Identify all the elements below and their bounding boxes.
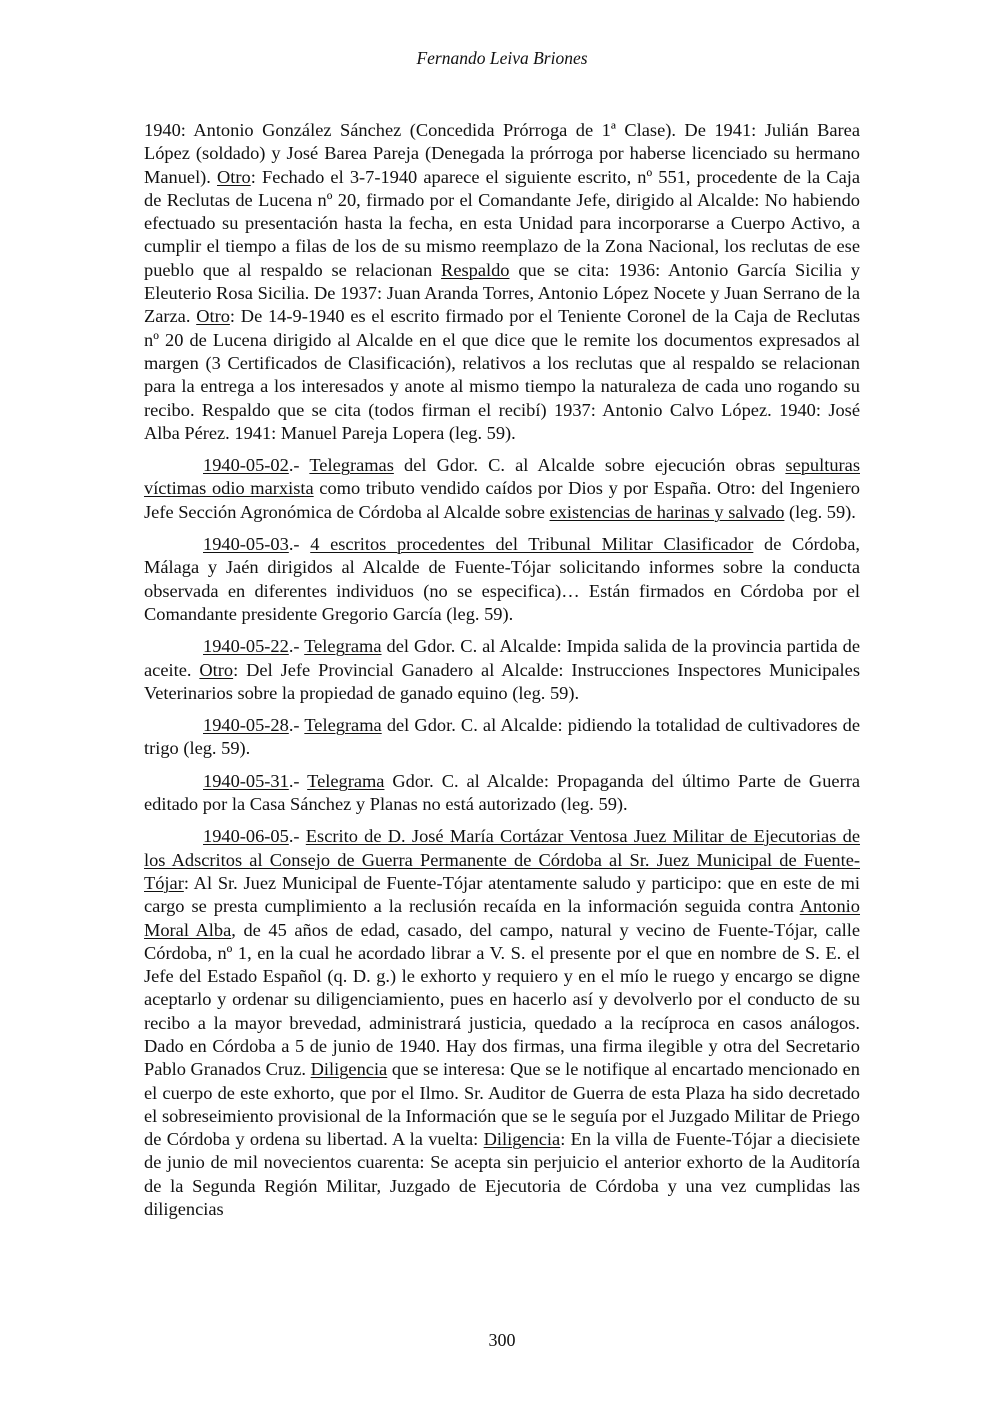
- underlined-text: 1940-05-02: [203, 455, 289, 476]
- text-run: : Fechado el 3-7-1940 aparece el siguiente escrito, nº 551, procedente de la Caja de Reclutas de Lucena nº 20, firmado por el Comandante Jefe, dirigido al Alcalde: No habiendo efectuado su presentación hasta la fecha, en esta Unidad para incorporarse a Cuerpo Activo, a cumplir el tiempo a filas de los de su mismo reemplazo de la Zona Nacional, los reclutas de ese pueblo que al respaldo se relacionan: [144, 166, 860, 280]
- paragraph: [144, 770, 860, 817]
- underlined-text: Telegrama: [307, 770, 385, 791]
- underlined-text: Diligencia: [310, 1059, 388, 1080]
- underlined-text: Otro: [199, 659, 234, 680]
- paragraph: [144, 635, 860, 705]
- text-run: del Gdor. C. al Alcalde sobre ejecución obras: [393, 455, 786, 476]
- paragraph: [144, 454, 860, 524]
- underlined-text: existencias de harinas y salvado: [549, 501, 785, 522]
- underlined-text: 1940-05-22: [203, 636, 289, 657]
- text-run: .-: [288, 455, 310, 476]
- underlined-text: Telegrama: [304, 636, 382, 657]
- paragraph: [144, 119, 860, 445]
- page-number: 300: [488, 1330, 516, 1350]
- underlined-text: 1940-05-31: [203, 770, 289, 791]
- underlined-text: Telegramas: [309, 455, 394, 476]
- text-run: .-: [288, 826, 306, 847]
- underlined-text: 1940-05-28: [203, 715, 289, 736]
- text-run: .-: [288, 715, 305, 736]
- text-run: Gdor. C. al Alcalde: Propaganda del último Parte de Guerra editado por la Casa Sánchez y Planas no está autorizado (leg. 59).: [144, 770, 860, 815]
- text-run: que se cita: 1936: Antonio García Sicilia y Eleuterio Rosa Sicilia. De 1937: Juan Aranda Torres, Antonio López Nocete y Juan Serrano de la Zarza.: [144, 259, 860, 327]
- text-run: : En la villa de Fuente-Tójar a diecisiete de junio de mil novecientos cuarenta: Se acepta sin perjuicio el anterior exhorto de la Auditoría de la Segunda Región Militar, Juzgado de Ejecutoria de Córdoba y una vez cumplidas las diligencias: [144, 1129, 860, 1220]
- running-header-author: Fernando Leiva Briones: [416, 48, 588, 68]
- body-text: [144, 119, 860, 1230]
- underlined-text: 1940-05-03: [203, 534, 289, 555]
- text-run: : Al Sr. Juez Municipal de Fuente-Tójar atentamente saludo y participo: que en este de mi cargo se presta cumplimiento a la reclusión recaída en la información seguida contra: [144, 872, 860, 917]
- underlined-text: 4 escritos procedentes del Tribunal Militar Clasificador: [310, 534, 754, 555]
- text-run: de Córdoba, Málaga y Jaén dirigidos al Alcalde de Fuente-Tójar solicitando informes sobre la conducta observada en diferentes individuos (no se especifica)… Están firmados en Córdoba por el Comandante presidente Gregorio García (leg. 59).: [144, 534, 860, 624]
- text-run: 1940: Antonio González Sánchez (Concedida Prórroga de 1ª Clase). De 1941: Julián Barea López (soldado) y José Barea Pareja (Denegada la prórroga por haberse licenciado su hermano Manuel).: [144, 120, 860, 187]
- text-run: .-: [288, 636, 305, 657]
- underlined-text: Otro: [196, 306, 230, 327]
- underlined-text: sepulturas víctimas odio marxista: [144, 455, 860, 499]
- underlined-text: Antonio Moral Alba: [144, 896, 860, 940]
- underlined-text: 1940-06-05: [203, 826, 289, 847]
- paragraph: [144, 533, 860, 626]
- paragraph: [144, 714, 860, 761]
- text-run: del Gdor. C. al Alcalde: Impida salida de la provincia partida de aceite.: [144, 636, 860, 680]
- text-run: .-: [288, 534, 311, 555]
- text-run: , de 45 años de edad, casado, del campo, natural y vecino de Fuente-Tójar, calle Córdoba, nº 1, en la cual he acordado librar a V. S. el presente por el que en nombre de S. E. el Jefe del Estado Español (q. D. g.) le exhorto y requiero y en el mío le ruego y encargo se digne aceptarlo y ordenar su diligenciamiento, pues en hacerlo así y devolverlo por el conducto de su recibo a la mayor brevedad, administrará justicia, quedado a la recíproca en casos análogos. Dado en Córdoba a 5 de junio de 1940. Hay dos firmas, una firma ilegible y otra del Secretario Pablo Granados Cruz.: [144, 919, 860, 1080]
- underlined-text: Telegrama: [304, 715, 382, 736]
- text-run: como tributo vendido caídos por Dios y por España. Otro: del Ingeniero Jefe Sección Agronómica de Córdoba al Alcalde sobre: [144, 478, 860, 522]
- text-run: : De 14-9-1940 es el escrito firmado por el Teniente Coronel de la Caja de Reclutas nº 20 de Lucena dirigido al Alcalde en el que dice que le remite los documentos expresados al margen (3 Certificados de Clasificación), relativos a los reclutas que al respaldo se relacionan para la entrega a los interesados y anote al mismo tiempo la naturaleza de cada uno rogando su recibo. Respaldo que se cita (todos firman el recibí) 1937: Antonio Calvo López. 1940: José Alba Pérez. 1941: Manuel Pareja Lopera (leg. 59).: [144, 306, 860, 443]
- text-run: que se interesa: Que se le notifique al encartado mencionado en el cuerpo de este exhorto, que por el Ilmo. Sr. Auditor de Guerra de esta Plaza ha sido decretado el sobreseimiento provisional de la Información que se le seguía por el Juzgado Militar de Priego de Córdoba y ordena su libertad. A la vuelta:: [144, 1059, 860, 1150]
- underlined-text: Escrito de D. José María Cortázar Ventosa Juez Militar de Ejecutorias de los Adscritos al Consejo de Guerra Permanente de Córdoba al Sr. Juez Municipal de Fuente-Tójar: [144, 826, 860, 893]
- text-run: : Del Jefe Provincial Ganadero al Alcalde: Instrucciones Inspectores Municipales Veterinarios sobre la propiedad de ganado equino (leg. 59).: [144, 659, 860, 703]
- underlined-text: Respaldo: [441, 259, 510, 280]
- text-run: (leg. 59).: [784, 501, 856, 522]
- text-run: .-: [288, 770, 308, 791]
- underlined-text: Otro: [217, 166, 251, 187]
- underlined-text: Diligencia: [483, 1129, 561, 1150]
- text-run: del Gdor. C. al Alcalde: pidiendo la totalidad de cultivadores de trigo (leg. 59).: [144, 715, 860, 759]
- paragraph: [144, 825, 860, 1221]
